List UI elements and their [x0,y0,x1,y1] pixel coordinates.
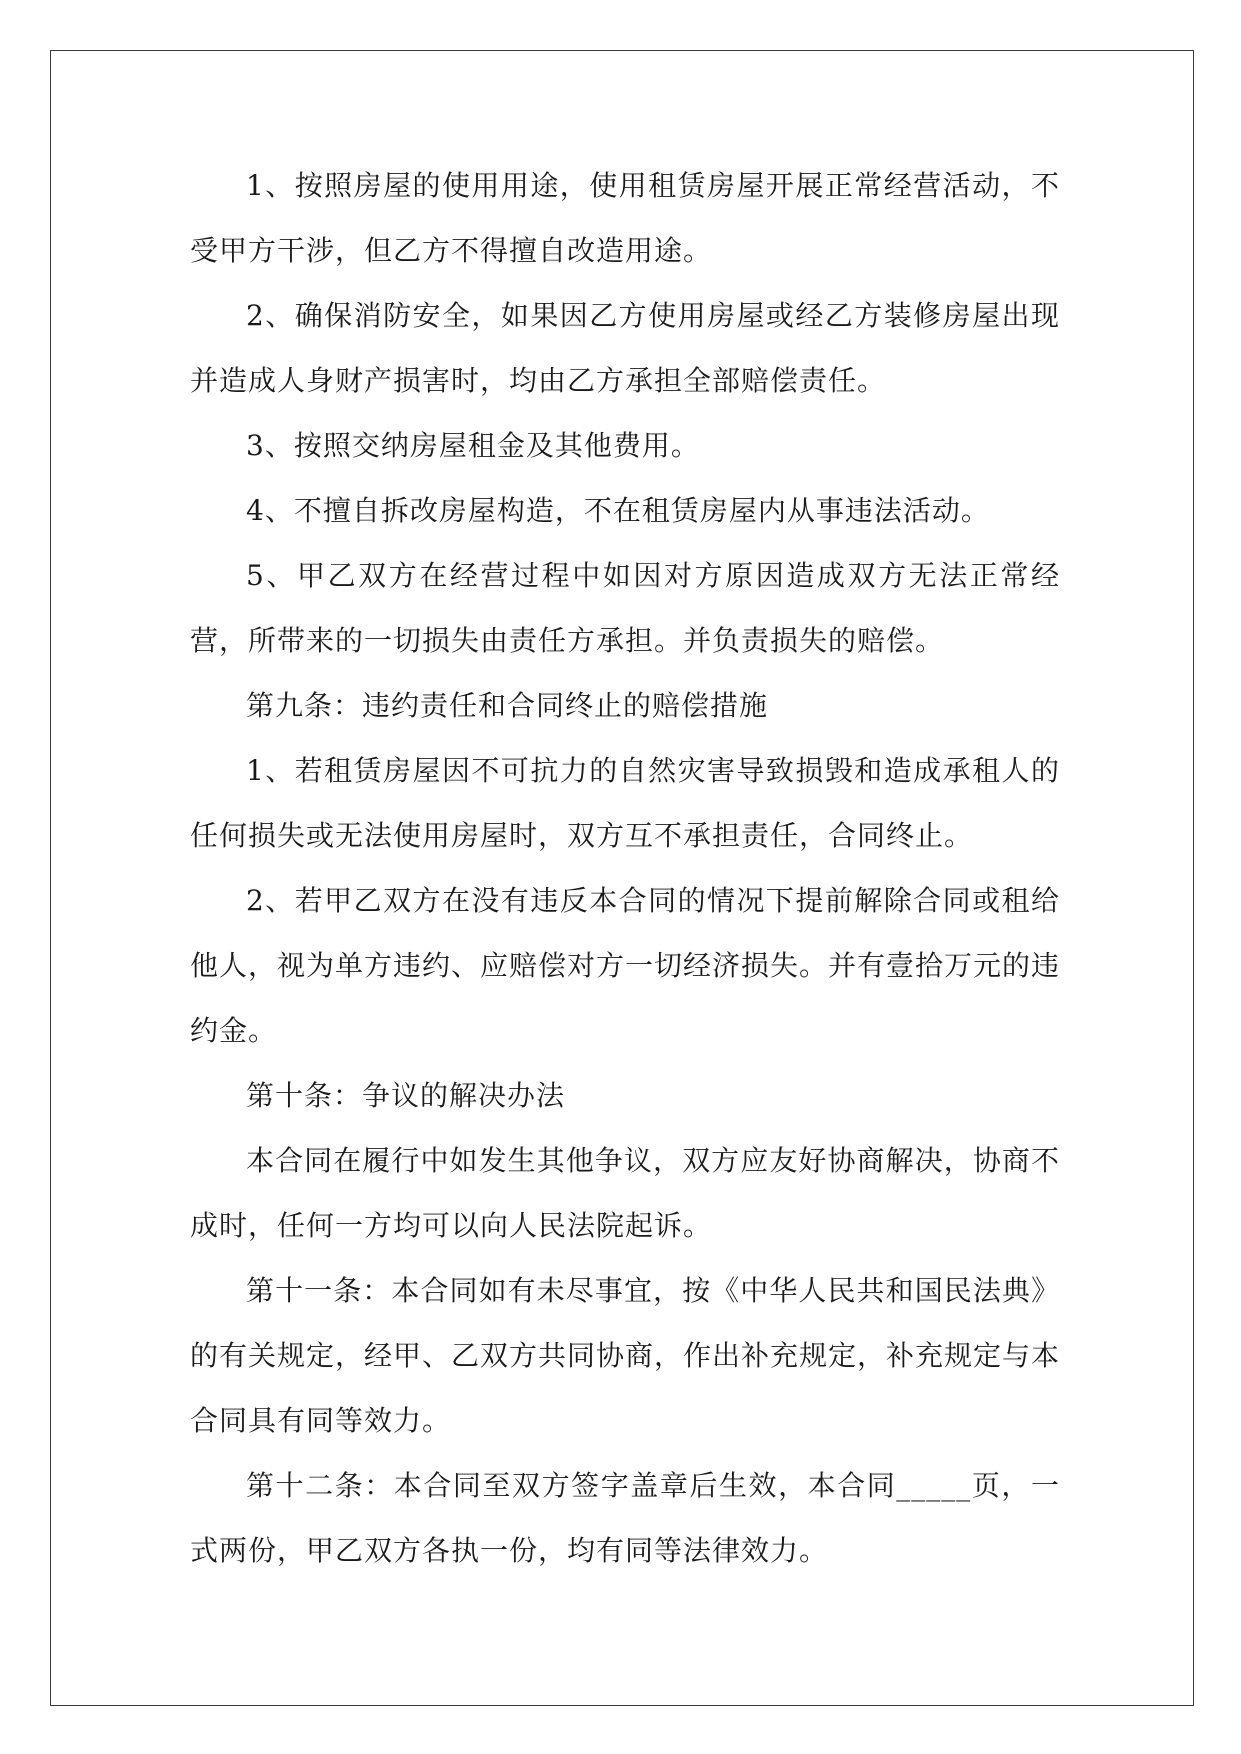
clause-paragraph: 5、甲乙双方在经营过程中如因对方原因造成双方无法正常经营，所带来的一切损失由责任方承担。并负责损失的赔偿。 [190,559,1060,657]
clause-paragraph: 3、按照交纳房屋租金及其他费用。 [246,429,700,462]
clause-paragraph: 2、确保消防安全，如果因乙方使用房屋或经乙方装修房屋出现并造成人身财产损害时，均由乙方承担全部赔偿责任。 [190,299,1060,397]
clause-paragraph: 本合同在履行中如发生其他争议，双方应友好协商解决，协商不成时，任何一方均可以向人民法院起诉。 [190,1144,1060,1242]
clause-paragraph: 2、若甲乙双方在没有违反本合同的情况下提前解除合同或租给他人，视为单方违约、应赔偿对方一切经济损失。并有壹拾万元的违约金。 [190,884,1061,1047]
clause-paragraph: 1、若租赁房屋因不可抗力的自然灾害导致损毁和造成承租人的任何损失或无法使用房屋时，双方互不承担责任，合同终止。 [190,754,1060,852]
section-heading: 第十条：争议的解决办法 [246,1079,566,1112]
clause-paragraph: 4、不擅自拆改房屋构造，不在租赁房屋内从事违法活动。 [246,494,990,527]
clause-paragraph: 第十一条：本合同如有未尽事宜，按《中华人民共和国民法典》的有关规定，经甲、乙双方共同协商，作出补充规定，补充规定与本合同具有同等效力。 [190,1274,1061,1437]
clause-paragraph: 1、按照房屋的使用用途，使用租赁房屋开展正常经营活动，不受甲方干涉，但乙方不得擅自改造用途。 [190,169,1060,267]
document-body [190,153,1060,1583]
section-heading: 第九条：违约责任和合同终止的赔偿措施 [246,689,769,722]
clause-paragraph: 第十二条：本合同至双方签字盖章后生效，本合同_____页，一式两份，甲乙双方各执一份，均有同等法律效力。 [190,1469,1060,1567]
